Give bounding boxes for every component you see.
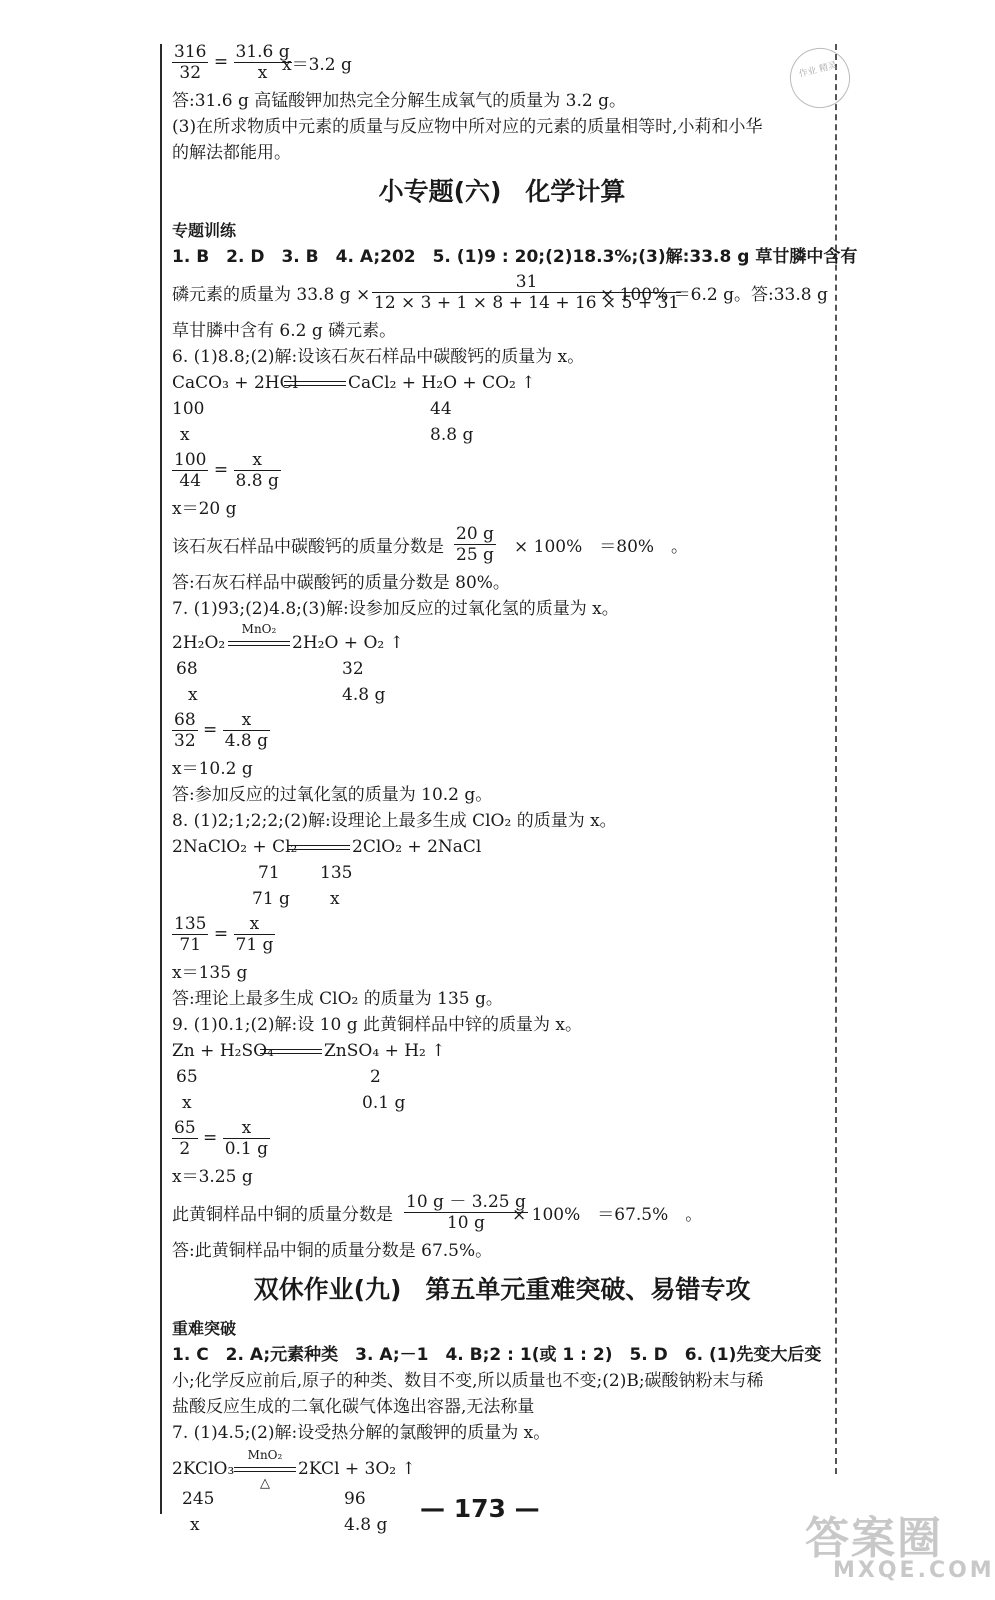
ratio-line: $\frac{65}{2}$ = $\frac{x}{0.1 g}$ <box>174 1118 269 1159</box>
fraction: $\frac{x}{71 g}$ <box>235 914 274 955</box>
left-margin-rule <box>160 44 162 1514</box>
answer-column <box>172 40 858 1538</box>
question-head: 7. (1)4.5;(2)解:设受热分解的氯酸钾的质量为 x。 <box>172 1423 551 1443</box>
chemical-equation: 2KClO₃ MnO₂ △ 2KCl + 3O₂ ↑ <box>172 1447 416 1491</box>
fraction: $\frac{65}{2}$ <box>174 1118 196 1159</box>
stamp-logo: 作业 精灵 <box>784 42 857 115</box>
value-row: x 8.8 g <box>180 425 474 445</box>
formula-line: 磷元素的质量为 33.8 g × $\frac{31}{12 \times 3 + 1 \times 8 + 14 + 16 \times 5 + 31}$ × 100% ＝6.2 g。答:33.8 g <box>172 272 828 313</box>
fraction: $\frac{31}{12 \times 3 + 1 \times 8 + 14 + 16 \times 5 + 31}$ <box>374 272 680 313</box>
note-line: (3)在所求物质中元素的质量与反应物中所对应的元素的质量相等时,小莉和小华 <box>172 117 763 137</box>
chemical-equation: Zn + H₂SO₄ ZnSO₄ + H₂ ↑ <box>172 1041 446 1061</box>
molar-mass-row: 65 2 <box>176 1067 381 1087</box>
value-row: x 0.1 g <box>182 1093 406 1113</box>
percentage-line: 该石灰石样品中碳酸钙的质量分数是 $\frac{20 g}{25 g}$ × 100% ＝80% 。 <box>172 524 689 565</box>
answer-text: 答:此黄铜样品中铜的质量分数是 67.5%。 <box>172 1241 493 1261</box>
ratio-line: $\frac{316}{32}$ = $\frac{31.6 g}{x}$ x＝3.2 g <box>174 42 352 83</box>
fraction: $\frac{x}{4.8 g}$ <box>224 710 269 751</box>
answer-line: 草甘膦中含有 6.2 g 磷元素。 <box>172 321 397 341</box>
fraction: $\frac{68}{32}$ <box>174 710 196 751</box>
question-head: 6. (1)8.8;(2)解:设该石灰石样品中碳酸钙的质量为 x。 <box>172 347 585 367</box>
ratio-line: $\frac{68}{32}$ = $\frac{x}{4.8 g}$ <box>174 710 269 751</box>
note-line: 的解法都能用。 <box>172 143 291 163</box>
section-subtitle: 重难突破 <box>172 1319 237 1338</box>
question-head: 7. (1)93;(2)4.8;(3)解:设参加反应的过氧化氢的质量为 x。 <box>172 599 619 619</box>
result-text: x＝20 g <box>172 499 237 519</box>
answer-text: 答:参加反应的过氧化氢的质量为 10.2 g。 <box>172 785 493 805</box>
molar-mass-row: 68 32 <box>176 659 364 679</box>
fraction: $\frac{10 g - 3.25 g}{10 g}$ <box>406 1192 526 1233</box>
result-text: x＝135 g <box>172 963 248 983</box>
answer-text: 答:理论上最多生成 ClO₂ 的质量为 135 g。 <box>172 989 503 1009</box>
ratio-line: $\frac{100}{44}$ = $\frac{x}{8.8 g}$ <box>174 450 279 491</box>
fraction: $\frac{135}{71}$ <box>174 914 207 955</box>
molar-mass-row: 71 135 <box>258 863 353 883</box>
section-title: 双休作业(九) 第五单元重难突破、易错专攻 <box>253 1275 751 1304</box>
question-head: 9. (1)0.1;(2)解:设 10 g 此黄铜样品中锌的质量为 x。 <box>172 1015 582 1035</box>
fraction: $\frac{x}{0.1 g}$ <box>224 1118 269 1159</box>
result-text: x＝10.2 g <box>172 759 253 779</box>
molar-mass-row: 245 96 <box>182 1489 366 1509</box>
watermark-logo: 答案圈 MXQE.COM <box>805 1513 995 1583</box>
fraction: $\frac{100}{44}$ <box>174 450 207 491</box>
equals-arrow <box>260 1047 322 1057</box>
fraction: $\frac{x}{8.8 g}$ <box>235 450 279 491</box>
answer-text: 答:31.6 g 高锰酸钾加热完全分解生成氧气的质量为 3.2 g。 <box>172 91 626 111</box>
result-text: x＝3.2 g <box>282 55 352 75</box>
value-row: x 4.8 g <box>190 1515 388 1535</box>
answer-line: 1. B 2. D 3. B 4. A;202 5. (1)9 : 20;(2)18.3%;(3)解:33.8 g 草甘膦中含有 <box>172 247 858 267</box>
molar-mass-row: 100 44 <box>172 399 452 419</box>
chemical-equation: 2H₂O₂ MnO₂ 2H₂O + O₂ ↑ <box>172 621 404 653</box>
equals-arrow: MnO₂ <box>228 639 290 649</box>
fraction: $\frac{20 g}{25 g}$ <box>456 524 494 565</box>
value-row: 71 g x <box>252 889 340 909</box>
answer-line: 1. C 2. A;元素种类 3. A;－1 4. B;2 : 1(或 1 : 2) 5. D 6. (1)先变大后变 <box>172 1345 822 1365</box>
equals-arrow: MnO₂ △ <box>234 1465 296 1475</box>
ratio-line: $\frac{135}{71}$ = $\frac{x}{71 g}$ <box>174 914 274 955</box>
section-title: 小专题(六) 化学计算 <box>378 177 626 206</box>
percentage-line: 此黄铜样品中铜的质量分数是 $\frac{10 g - 3.25 g}{10 g}$ × 100% ＝67.5% 。 <box>172 1192 703 1233</box>
equals-arrow <box>288 843 350 853</box>
heat-symbol: △ <box>260 1475 270 1491</box>
answer-text: 答:石灰石样品中碳酸钙的质量分数是 80%。 <box>172 573 510 593</box>
fraction: $\frac{316}{32}$ <box>174 42 207 83</box>
chemical-equation: 2NaClO₂ + Cl₂ 2ClO₂ + 2NaCl <box>172 837 482 857</box>
result-text: x＝3.25 g <box>172 1167 253 1187</box>
value-row: x 4.8 g <box>188 685 386 705</box>
fraction: $\frac{31.6 g}{x}$ <box>235 42 290 83</box>
answer-line: 小;化学反应前后,原子的种类、数目不变,所以质量也不变;(2)B;碳酸钠粉末与稀 <box>172 1371 764 1391</box>
answer-line: 盐酸反应生成的二氧化碳气体逸出容器,无法称量 <box>172 1397 535 1417</box>
equals-arrow <box>284 379 346 389</box>
question-head: 8. (1)2;1;2;2;(2)解:设理论上最多生成 ClO₂ 的质量为 x。 <box>172 811 617 831</box>
section-subtitle: 专题训练 <box>172 221 237 240</box>
page-number: — 173 — <box>420 1494 540 1523</box>
chemical-equation: CaCO₃ + 2HCl CaCl₂ + H₂O + CO₂ ↑ <box>172 373 536 393</box>
